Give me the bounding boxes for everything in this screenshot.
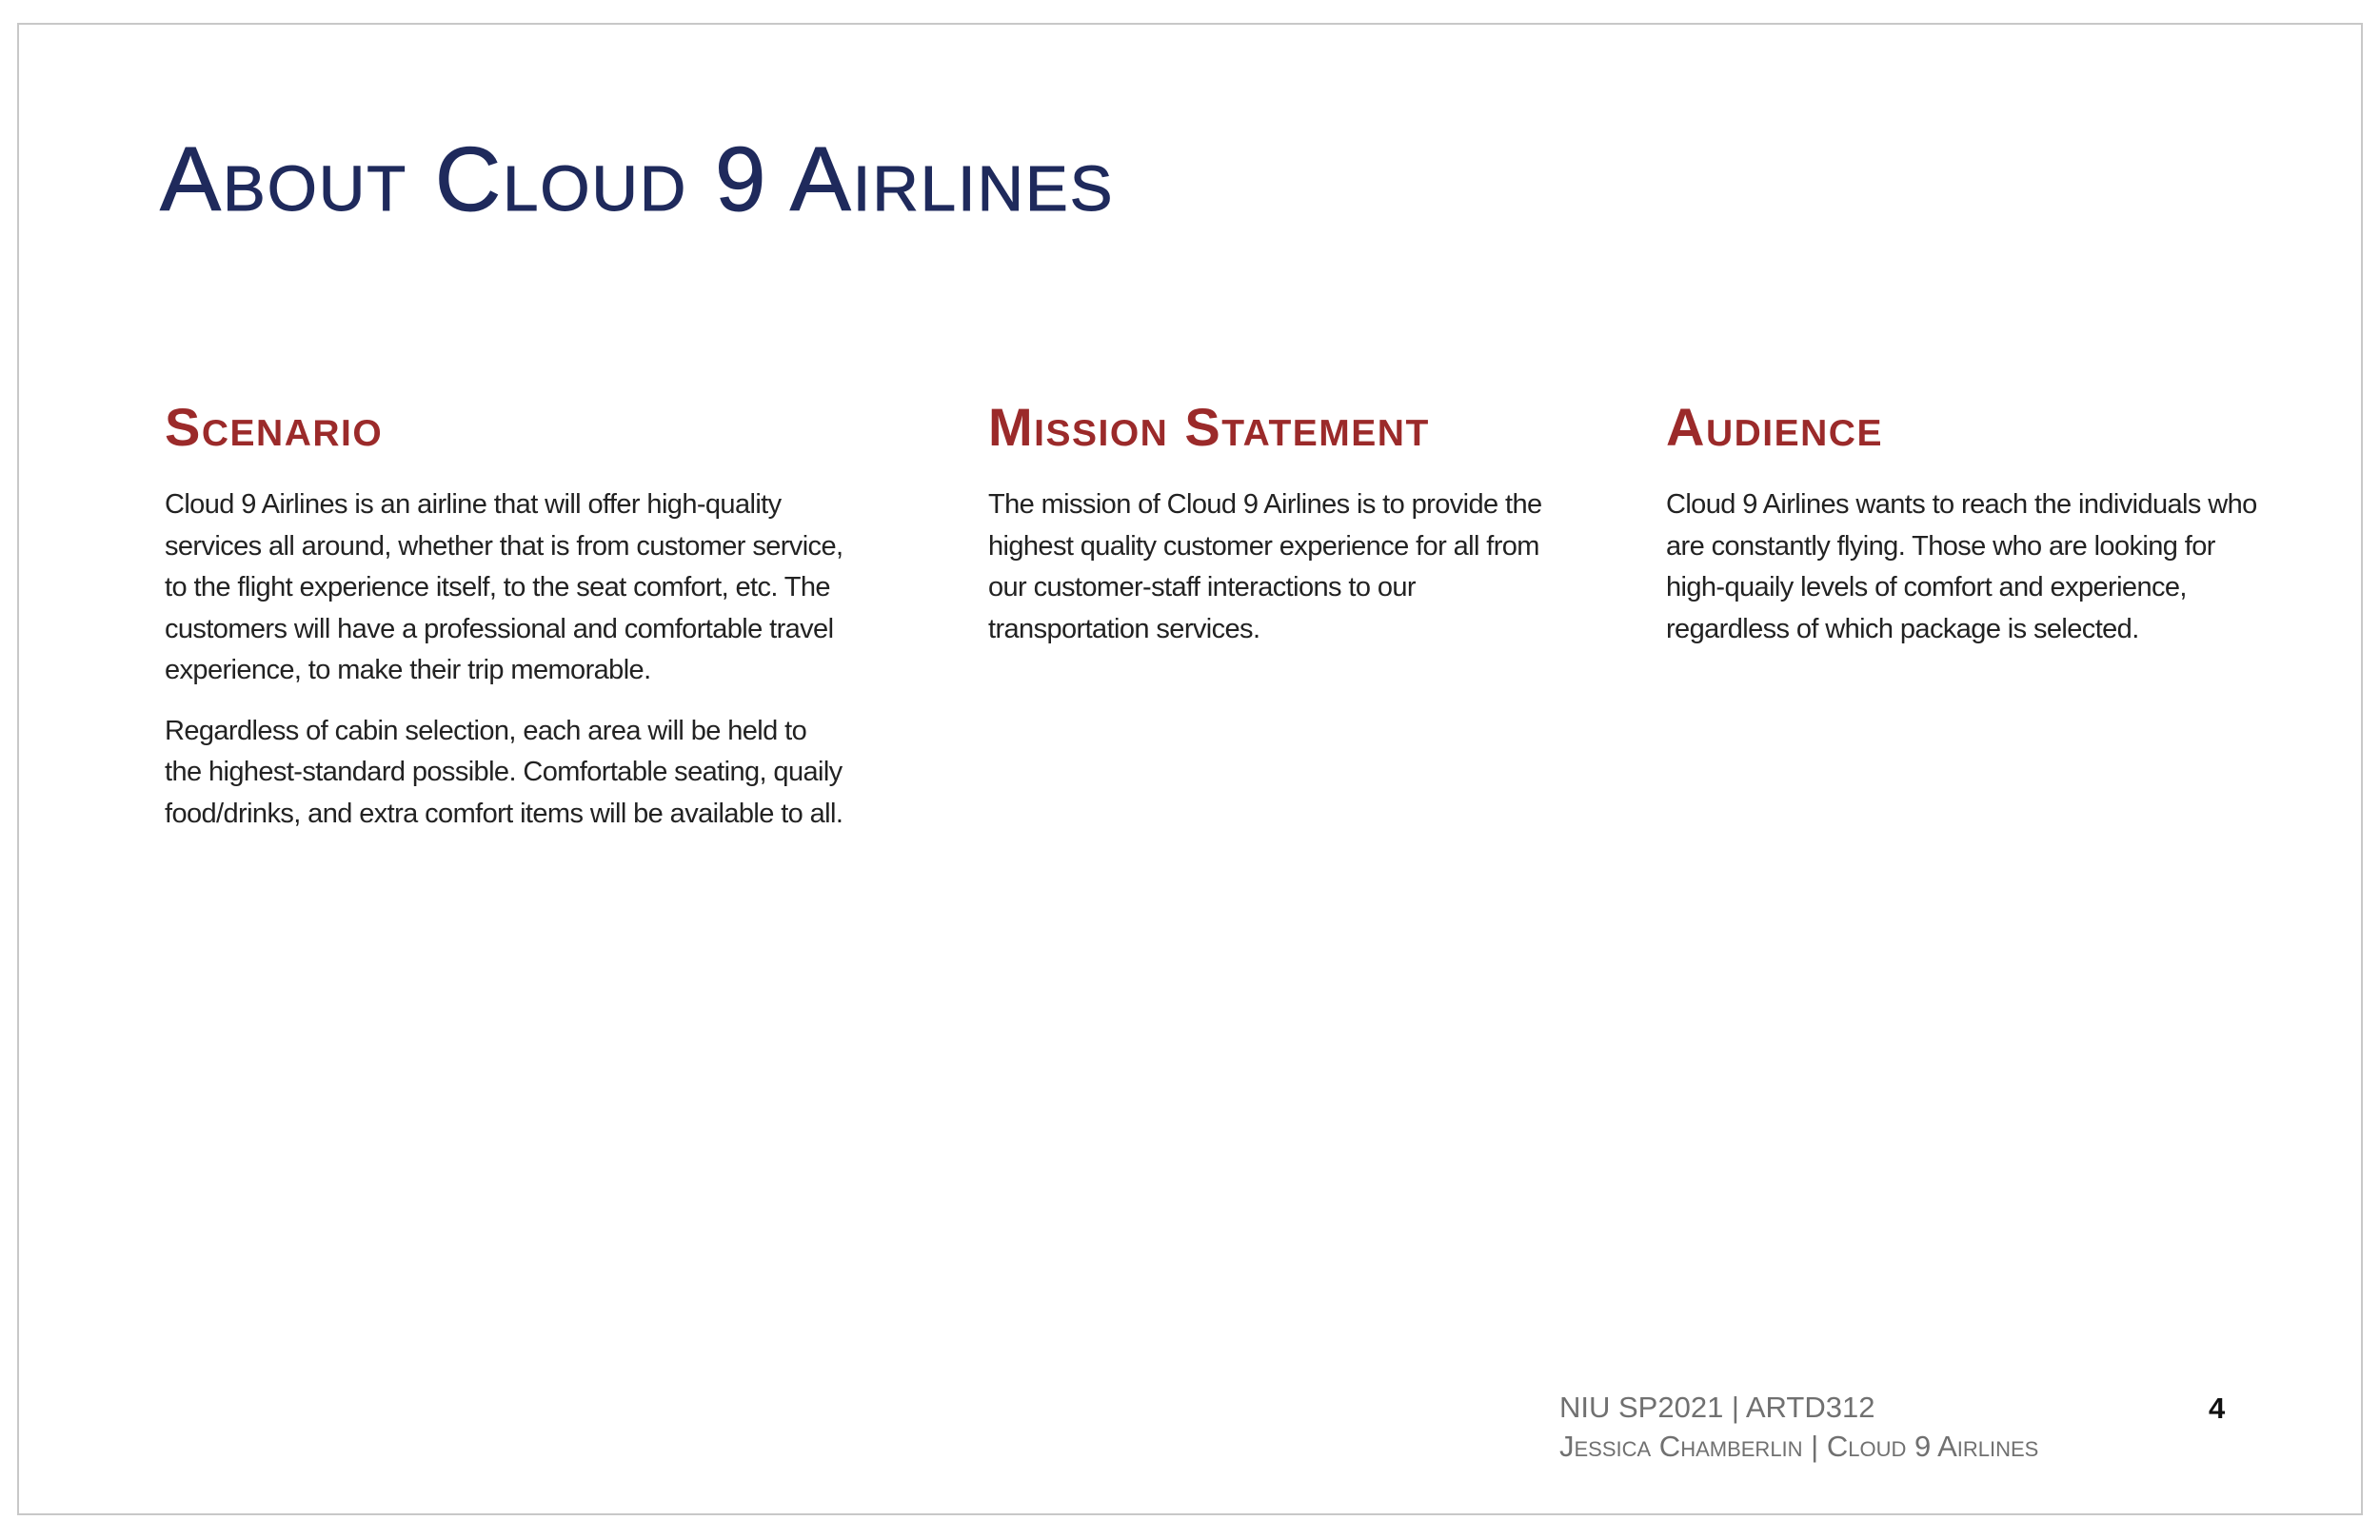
mission-paragraph: The mission of Cloud 9 Airlines is to provide the highest quality customer experience for all from our customer-staff interactions to our transportation services. <box>988 489 1542 644</box>
footer-course-line: NIU SP2021 | ARTD312 <box>1559 1391 1875 1424</box>
footer-author-line: Jessica Chamberlin | Cloud 9 Airlines <box>1559 1430 2039 1463</box>
mission-section <box>988 396 1559 669</box>
scenario-paragraph-2: Regardless of cabin selection, each area will be held to the highest-standard possible. Comfortable seating, quaily food/drinks, and extra comfort items will be available to all. <box>165 715 843 829</box>
slide-footer <box>1559 1388 2038 1466</box>
page-number: 4 <box>2209 1392 2226 1425</box>
scenario-paragraph-1: Cloud 9 Airlines is an airline that will offer high-quality services all around, whether that is from customer service, to the flight experience itself, to the seat comfort, etc. The customers will have a professional and comfortable travel experience, to make their trip memorable. <box>165 489 843 685</box>
scenario-section <box>165 396 850 854</box>
scenario-heading: Scenario <box>165 397 384 457</box>
audience-section <box>1666 396 2275 669</box>
mission-heading: Mission Statement <box>988 397 1430 457</box>
audience-paragraph: Cloud 9 Airlines wants to reach the individuals who are constantly flying. Those who are looking for high-quaily levels of comfort and experience, regardless of which package is selected. <box>1666 489 2257 644</box>
page-title: About Cloud 9 Airlines <box>160 128 1115 230</box>
slide-page <box>17 23 2363 1515</box>
audience-heading: Audience <box>1666 397 1883 457</box>
